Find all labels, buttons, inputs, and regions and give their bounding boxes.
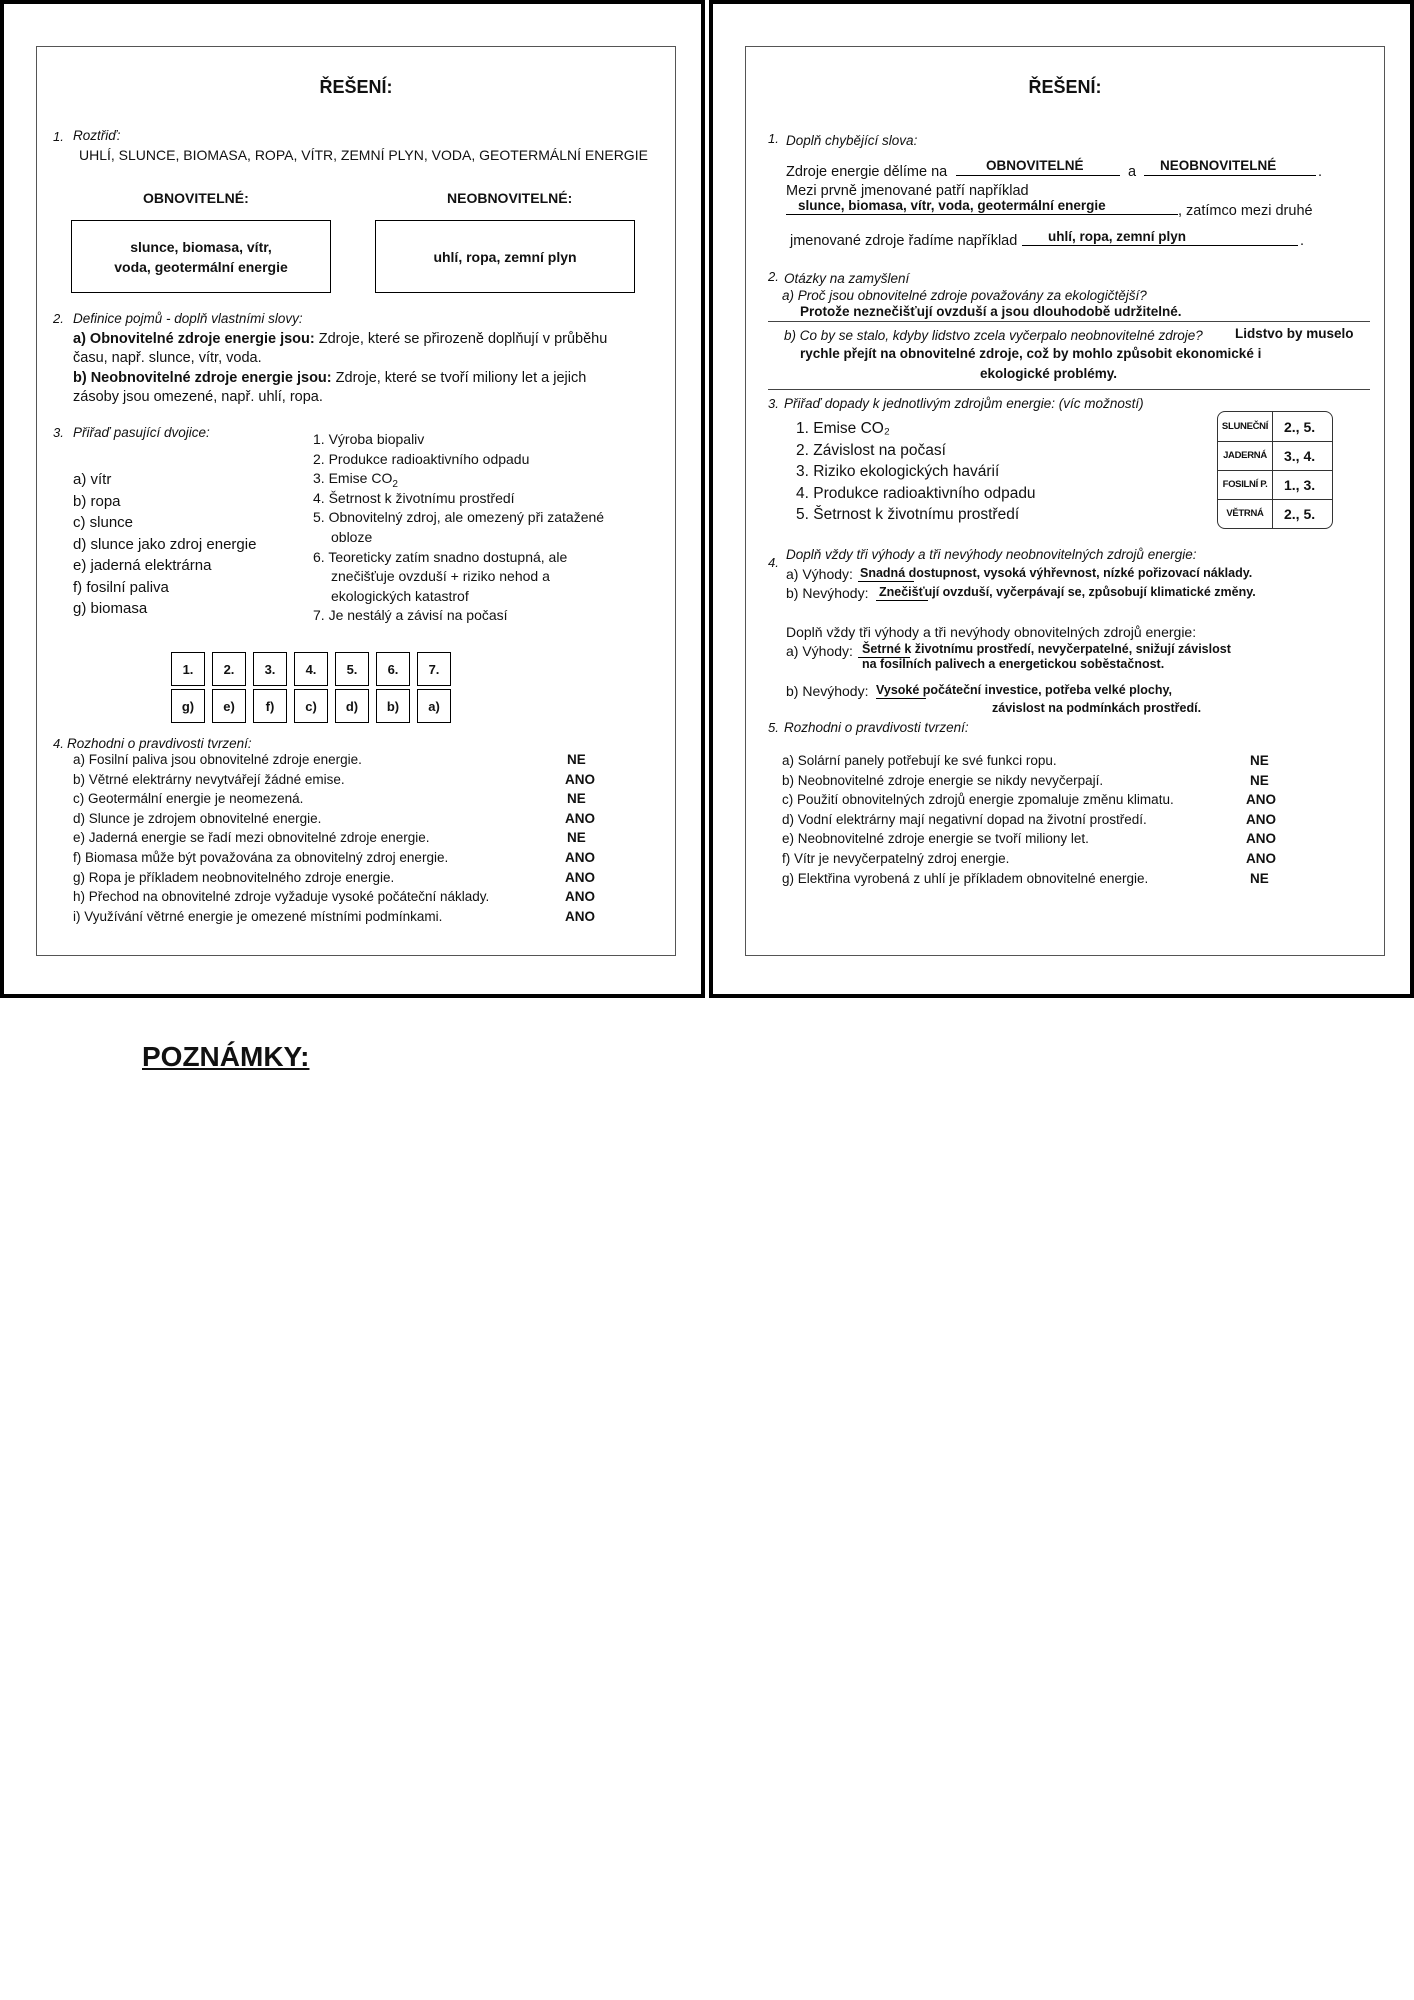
- pair-number-cell: 4.: [294, 652, 328, 686]
- pair-target-item: znečišťuje ovzduší + riziko nehod a: [331, 568, 550, 585]
- pair-answer-cell: g): [171, 689, 205, 723]
- r-s4-cons2-line2: závislost na podmínkách prostředí.: [992, 701, 1202, 715]
- l-s2-definition-b: [73, 370, 586, 386]
- right-title: ŘEŠENÍ:: [1028, 77, 1102, 97]
- blank-3: [786, 214, 1178, 215]
- r-s3-number: 3.: [768, 396, 779, 411]
- r-s2-question-b: b) Co by se stalo, kdyby lidstvo zcela vyčerpalo neobnovitelné zdroje?: [784, 328, 1203, 343]
- statement-text: c) Použití obnovitelných zdrojů energie zpomaluje změnu klimatu.: [782, 792, 1174, 808]
- pair-source-item: a) vítr: [73, 471, 112, 488]
- statement-text: h) Přechod na obnovitelné zdroje vyžaduje vysoké počáteční náklady.: [73, 889, 490, 905]
- impact-item: 2. Závislost na počasí: [796, 441, 946, 459]
- r-s4-cons: Znečišťují ovzduší, vyčerpávají se, způsobují klimatické změny.: [879, 585, 1256, 599]
- l-s1-renewable-heading: OBNOVITELNÉ:: [143, 190, 249, 206]
- pair-source-item: d) slunce jako zdroj energie: [73, 535, 257, 553]
- pair-answer-cell: b): [376, 689, 410, 723]
- statement-verdict: ANO: [565, 810, 595, 826]
- statement-text: e) Neobnovitelné zdroje energie se tvoří miliony let.: [782, 831, 1089, 847]
- r-s4-cons-label: b) Nevýhody:: [786, 585, 869, 601]
- statement-verdict: ANO: [1246, 811, 1276, 827]
- impact-item: 1. Emise CO₂: [796, 420, 890, 437]
- r-s4-pros2-line1: Šetrné k životnímu prostředí, nevyčerpatelné, snižují závislost: [862, 642, 1231, 656]
- r-s5-number: 5.: [768, 720, 779, 735]
- statement-text: d) Vodní elektrárny mají negativní dopad na životní prostředí.: [782, 811, 1147, 827]
- impact-item: 3. Riziko ekologických havárií: [796, 463, 1000, 480]
- r-s2-answer-b-line3: ekologické problémy.: [980, 366, 1118, 381]
- l-s1-heading: Roztřiď:: [73, 128, 121, 143]
- statement-text: b) Neobnovitelné zdroje energie se nikdy nevyčerpají.: [782, 772, 1104, 788]
- impact-table-row: [1218, 470, 1332, 499]
- l-s2-number: 2.: [53, 311, 64, 326]
- pair-target-item: 3. Emise $CO_2$: [313, 470, 398, 490]
- impact-table-row: [1218, 499, 1332, 528]
- fill-nonrenewable-examples: uhlí, ropa, zemní plyn: [1048, 229, 1187, 244]
- pair-answer-cell: f): [253, 689, 287, 723]
- impact-table-row: [1218, 441, 1332, 470]
- definition-b-term: b) Neobnovitelné zdroje energie jsou:: [73, 370, 332, 386]
- statement-text: a) Solární panely potřebují ke své funkci ropu.: [782, 753, 1057, 768]
- statement-text: a) Fosilní paliva jsou obnovitelné zdroje energie.: [73, 752, 362, 767]
- r-s2-answer-b-line2: rychle přejít na obnovitelné zdroje, což by mohlo způsobit ekonomické i: [800, 346, 1262, 361]
- l-s1-nonrenewable-box: [375, 220, 635, 293]
- r-s1-line4-dot: .: [1300, 233, 1305, 249]
- statement-verdict: ANO: [565, 908, 595, 924]
- r-s4-heading: Doplň vždy tři výhody a tři nevýhody neobnovitelných zdrojů energie:: [786, 547, 1197, 562]
- impact-source-label: VĚTRNÁ: [1218, 499, 1273, 528]
- pros2-underline: [858, 657, 910, 658]
- r-s2-heading: Otázky na zamyšlení: [784, 271, 910, 286]
- statement-text: g) Elektřina vyrobená z uhlí je příkladem obnovitelné energie.: [782, 870, 1149, 886]
- pair-answer-cell: c): [294, 689, 328, 723]
- l-s3-heading: Přiřaď pasující dvojice:: [73, 425, 210, 440]
- impact-item: 5. Šetrnost k životnímu prostředí: [796, 506, 1020, 523]
- r-s1-line1-dot: .: [1318, 164, 1323, 180]
- left-solution-panel: [0, 0, 705, 998]
- left-title: ŘEŠENÍ:: [319, 77, 393, 97]
- statement-text: f) Biomasa může být považována za obnovitelný zdroj energie.: [73, 850, 449, 865]
- definition-b-text: Zdroje, které se tvoří miliony let a jejich: [331, 370, 587, 386]
- pair-source-item: e) jaderná elektrárna: [73, 557, 212, 574]
- pair-target-item: 5. Obnovitelný zdroj, ale omezený při zatažené: [313, 509, 605, 526]
- statement-verdict: NE: [1250, 753, 1269, 768]
- statement-verdict: ANO: [1246, 831, 1276, 847]
- impact-answer: 3., 4.: [1284, 447, 1316, 464]
- r-s2-answer-a: Protože neznečišťují ovzduší a jsou dlouhodobě udržitelné.: [800, 304, 1182, 319]
- r-s1-heading: Doplň chybějící slova:: [786, 133, 918, 148]
- statement-verdict: NE: [567, 752, 586, 767]
- statement-verdict: ANO: [1246, 792, 1276, 808]
- co2-subscript: 2: [392, 478, 398, 490]
- pair-source-item: g) biomasa: [73, 600, 148, 617]
- pair-number-cell: 2.: [212, 652, 246, 686]
- l-s1-renewable-box: [71, 220, 331, 293]
- impact-table-divider: [1218, 470, 1332, 471]
- r-s1-line1-and: a: [1128, 164, 1137, 180]
- right-page-frame: [745, 46, 1385, 956]
- answer-a-rule: [768, 321, 1370, 322]
- statement-verdict: NE: [567, 830, 586, 846]
- l-s2-definition-b-cont: zásoby jsou omezené, např. uhlí, ropa.: [73, 389, 323, 405]
- pair-number-cell: 3.: [253, 652, 287, 686]
- impact-table-divider: [1218, 441, 1332, 442]
- r-s4-pros2-label: a) Výhody:: [786, 643, 853, 659]
- pair-target-item: 1. Výroba biopaliv: [313, 431, 425, 447]
- answer-b-rule: [768, 389, 1370, 390]
- impact-answer: 1., 3.: [1284, 476, 1316, 493]
- pair-number-cell: 7.: [417, 652, 451, 686]
- r-s4-cons2-label: b) Nevýhody:: [786, 683, 869, 699]
- statement-text: d) Slunce je zdrojem obnovitelné energie.: [73, 810, 322, 826]
- blank-4: [1022, 245, 1298, 246]
- impact-item: 4. Produkce radioaktivního odpadu: [796, 484, 1036, 502]
- r-s4-heading-2: Doplň vždy tři výhody a tři nevýhody obnovitelných zdrojů energie:: [786, 624, 1197, 640]
- l-s1-word-list: UHLÍ, SLUNCE, BIOMASA, ROPA, VÍTR, ZEMNÍ PLYN, VODA, GEOTERMÁLNÍ ENERGIE: [79, 147, 648, 163]
- r-s1-line1-text: Zdroje energie dělíme na: [786, 164, 948, 180]
- cons-underline: [876, 600, 928, 601]
- renewable-answer-line2: voda, geotermální energie: [114, 258, 288, 275]
- pair-answer-cell: e): [212, 689, 246, 723]
- r-s4-pros-label: a) Výhody:: [786, 566, 853, 582]
- statement-verdict: NE: [567, 791, 586, 807]
- pair-target-item: 7. Je nestálý a závisí na počasí: [313, 607, 508, 624]
- impact-answer: 2., 5.: [1284, 505, 1316, 522]
- blank-1: [956, 175, 1120, 176]
- r-s4-pros2-line2: na fosilních palivech a energetickou soběstačnost.: [862, 657, 1165, 671]
- impact-source-label: FOSILNÍ P.: [1218, 470, 1273, 499]
- right-solution-panel: [709, 0, 1414, 998]
- r-s2-number: 2.: [768, 269, 779, 284]
- r-s4-pros: Snadná dostupnost, vysoká výhřevnost, nízké pořizovací náklady.: [860, 566, 1253, 580]
- r-s5-heading: Rozhodni o pravdivosti tvrzení:: [784, 720, 969, 735]
- r-s1-number: 1.: [768, 131, 779, 146]
- left-page-frame: [36, 46, 676, 956]
- l-s4-heading: Rozhodni o pravdivosti tvrzení:: [67, 736, 252, 751]
- pair-answer-cell: a): [417, 689, 451, 723]
- r-s1-line3-text: , zatímco mezi druhé: [1178, 203, 1313, 219]
- statement-text: i) Využívání větrné energie je omezené místními podmínkami.: [73, 908, 443, 924]
- statement-verdict: ANO: [565, 771, 595, 787]
- fill-renewable-examples: slunce, biomasa, vítr, voda, geotermální energie: [798, 198, 1106, 213]
- pair-number-cell: 5.: [335, 652, 369, 686]
- statement-text: c) Geotermální energie je neomezená.: [73, 791, 304, 807]
- statement-verdict: ANO: [565, 889, 595, 905]
- r-s1-line4-text: jmenované zdroje řadíme například: [790, 233, 1018, 249]
- energy-impact-table: [1217, 411, 1333, 529]
- pair-target-item: 6. Teoreticky zatím snadno dostupná, ale: [313, 548, 568, 565]
- r-s2-answer-b-start: Lidstvo by muselo: [1235, 326, 1354, 341]
- l-s2-heading: Definice pojmů - doplň vlastními slovy:: [73, 311, 303, 326]
- statement-text: e) Jaderná energie se řadí mezi obnovitelné zdroje energie.: [73, 830, 430, 846]
- r-s4-number: 4.: [768, 555, 779, 570]
- l-s3-number: 3.: [53, 425, 64, 440]
- fill-renewable: OBNOVITELNÉ: [986, 158, 1084, 173]
- notes-heading: POZNÁMKY:: [142, 1041, 310, 1072]
- pair-number-cell: 6.: [376, 652, 410, 686]
- r-s3-heading: Přiřaď dopady k jednotlivým zdrojům energie: (víc možností): [784, 396, 1144, 411]
- impact-table-divider: [1218, 499, 1332, 500]
- pair-source-item: c) slunce: [73, 514, 134, 531]
- blank-2: [1144, 175, 1316, 176]
- impact-answer: 2., 5.: [1284, 418, 1316, 435]
- impact-source-label: SLUNEČNÍ: [1218, 412, 1273, 441]
- impact-table-row: [1218, 412, 1332, 441]
- statement-verdict: NE: [1250, 772, 1269, 788]
- r-s1-line2: Mezi prvně jmenované patří například: [786, 183, 1029, 199]
- cons2-underline: [876, 698, 926, 699]
- pros-underline: [858, 581, 914, 582]
- l-s2-definition-a: [73, 331, 607, 347]
- r-s2-question-a: a) Proč jsou obnovitelné zdroje považovány za ekologičtější?: [782, 288, 1147, 303]
- r-s4-cons2-line1: Vysoké počáteční investice, potřeba velké plochy,: [876, 683, 1172, 697]
- pair-target-item: 2. Produkce radioaktivního odpadu: [313, 450, 530, 467]
- pair-target-item: obloze: [331, 529, 373, 545]
- pair-source-item: b) ropa: [73, 492, 121, 510]
- l-s1-number: 1.: [53, 129, 64, 144]
- pair-target-item: 4. Šetrnost k životnímu prostředí: [313, 489, 515, 506]
- definition-a-text: Zdroje, které se přirozeně doplňují v průběhu: [314, 331, 608, 347]
- fill-nonrenewable: NEOBNOVITELNÉ: [1160, 158, 1277, 173]
- definition-a-term: a) Obnovitelné zdroje energie jsou:: [73, 331, 315, 347]
- statement-verdict: ANO: [565, 850, 595, 865]
- l-s1-nonrenewable-heading: NEOBNOVITELNÉ:: [447, 190, 573, 206]
- statement-text: g) Ropa je příkladem neobnovitelného zdroje energie.: [73, 869, 395, 885]
- nonrenewable-answer: uhlí, ropa, zemní plyn: [433, 248, 577, 265]
- statement-text: f) Vítr je nevyčerpatelný zdroj energie.: [782, 851, 1010, 866]
- pair-source-item: f) fosilní paliva: [73, 578, 169, 596]
- statement-verdict: ANO: [1246, 851, 1276, 866]
- pair-number-cell: 1.: [171, 652, 205, 686]
- impact-source-label: JADERNÁ: [1218, 441, 1273, 470]
- pair-target-item: ekologických katastrof: [331, 587, 469, 604]
- l-s4-number: 4.: [53, 736, 64, 751]
- l-s2-definition-a-cont: času, např. slunce, vítr, voda.: [73, 350, 262, 366]
- statement-verdict: ANO: [565, 869, 595, 885]
- pair-answer-cell: d): [335, 689, 369, 723]
- statement-verdict: NE: [1250, 870, 1269, 886]
- renewable-answer-line1: slunce, biomasa, vítr,: [130, 238, 272, 255]
- statement-text: b) Větrné elektrárny nevytvářejí žádné emise.: [73, 771, 345, 787]
